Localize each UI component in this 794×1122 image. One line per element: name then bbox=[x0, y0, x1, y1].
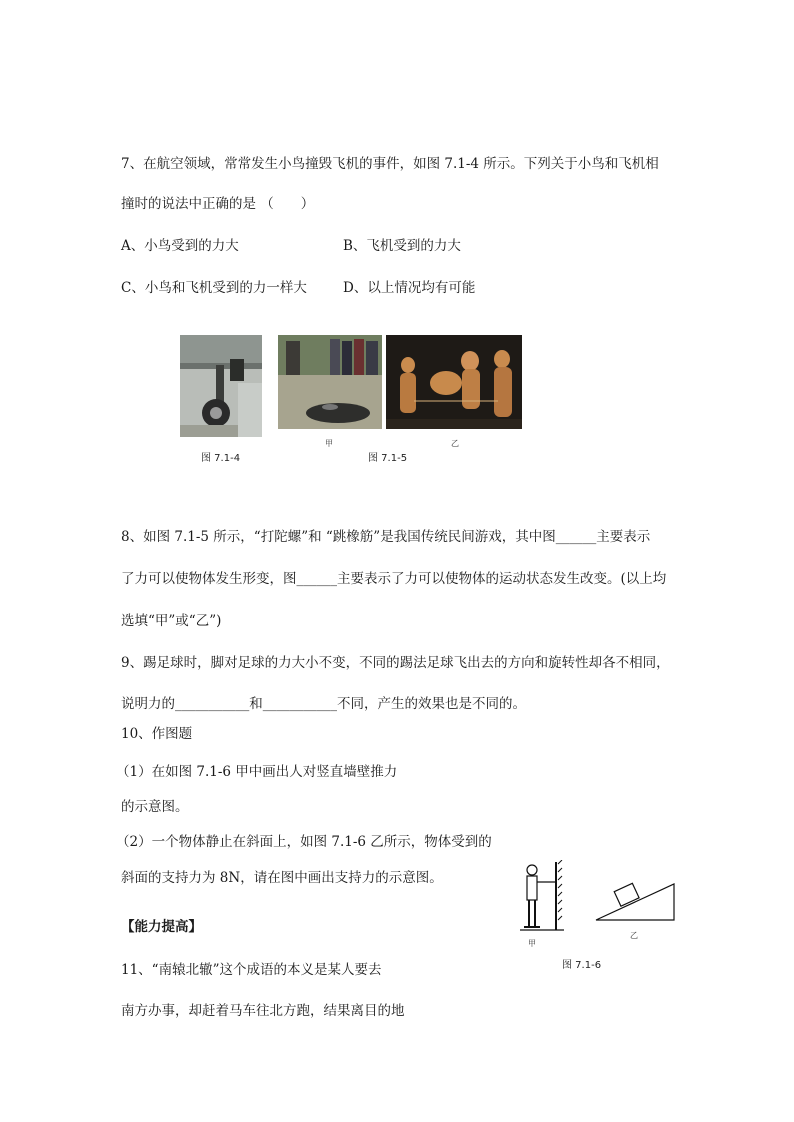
fig-7-1-5-yi-label: 乙 bbox=[451, 439, 459, 448]
spinning-top-photo bbox=[278, 335, 382, 429]
q9-line-1: 9、踢足球时，脚对足球的力大小不变，不同的踢法足球飞出去的方向和旋转性却各不相同， bbox=[121, 655, 670, 671]
block-on-incline-diagram bbox=[594, 872, 678, 924]
q8-line-2: 了力可以使物体发生形变，图______主要表示了力可以使物体的运动状态发生改变。(以上均 bbox=[121, 571, 667, 587]
q7-option-d: D、以上情况均有可能 bbox=[343, 280, 476, 296]
section-ability-heading: 【能力提高】 bbox=[121, 919, 202, 935]
q7-line-2: 撞时的说法中正确的是 （ ） bbox=[121, 196, 315, 212]
q8-line-3: 选填“甲”或“乙”) bbox=[121, 613, 222, 629]
q11-line-1: 11、“南辕北辙”这个成语的本义是某人要去 bbox=[121, 962, 382, 978]
q11-line-2: 南方办事，却赶着马车往北方跑，结果离目的地 bbox=[121, 1003, 405, 1019]
rubber-band-figurines-photo bbox=[386, 335, 522, 429]
q7-option-b: B、飞机受到的力大 bbox=[343, 238, 461, 254]
fig-7-1-6-jia-label: 甲 bbox=[528, 939, 536, 948]
q10-title: 10、作图题 bbox=[121, 726, 193, 742]
q10-part2-line-2: 斜面的支持力为 8N，请在图中画出支持力的示意图。 bbox=[121, 870, 443, 886]
fig-7-1-6-yi-label: 乙 bbox=[630, 931, 638, 940]
q7-line-1: 7、在航空领域，常常发生小鸟撞毁飞机的事件，如图 7.1-4 所示。下列关于小鸟和飞机相 bbox=[121, 156, 659, 172]
person-pushing-wall-diagram bbox=[518, 860, 566, 938]
q9-line-2: 说明力的___________和___________不同，产生的效果也是不同的。 bbox=[121, 696, 526, 712]
fig-7-1-5-jia-label: 甲 bbox=[325, 439, 333, 448]
q7-option-a: A、小鸟受到的力大 bbox=[121, 238, 239, 254]
q10-part2-line-1: （2）一个物体静止在斜面上，如图 7.1-6 乙所示，物体受到的 bbox=[116, 834, 492, 850]
q7-option-c: C、小鸟和飞机受到的力一样大 bbox=[121, 280, 307, 296]
q10-part1-line-2: 的示意图。 bbox=[121, 799, 189, 815]
fig-7-1-5-caption: 图 7.1-5 bbox=[368, 453, 408, 464]
fig-7-1-4-caption: 图 7.1-4 bbox=[201, 453, 241, 464]
airplane-landing-gear-photo bbox=[180, 335, 262, 437]
q8-line-1: 8、如图 7.1-5 所示，“打陀螺”和 “跳橡筋”是我国传统民间游戏，其中图______主要表示 bbox=[121, 529, 651, 545]
q10-part1-line-1: （1）在如图 7.1-6 甲中画出人对竖直墙壁推力 bbox=[116, 764, 398, 780]
fig-7-1-6-caption: 图 7.1-6 bbox=[562, 960, 602, 971]
